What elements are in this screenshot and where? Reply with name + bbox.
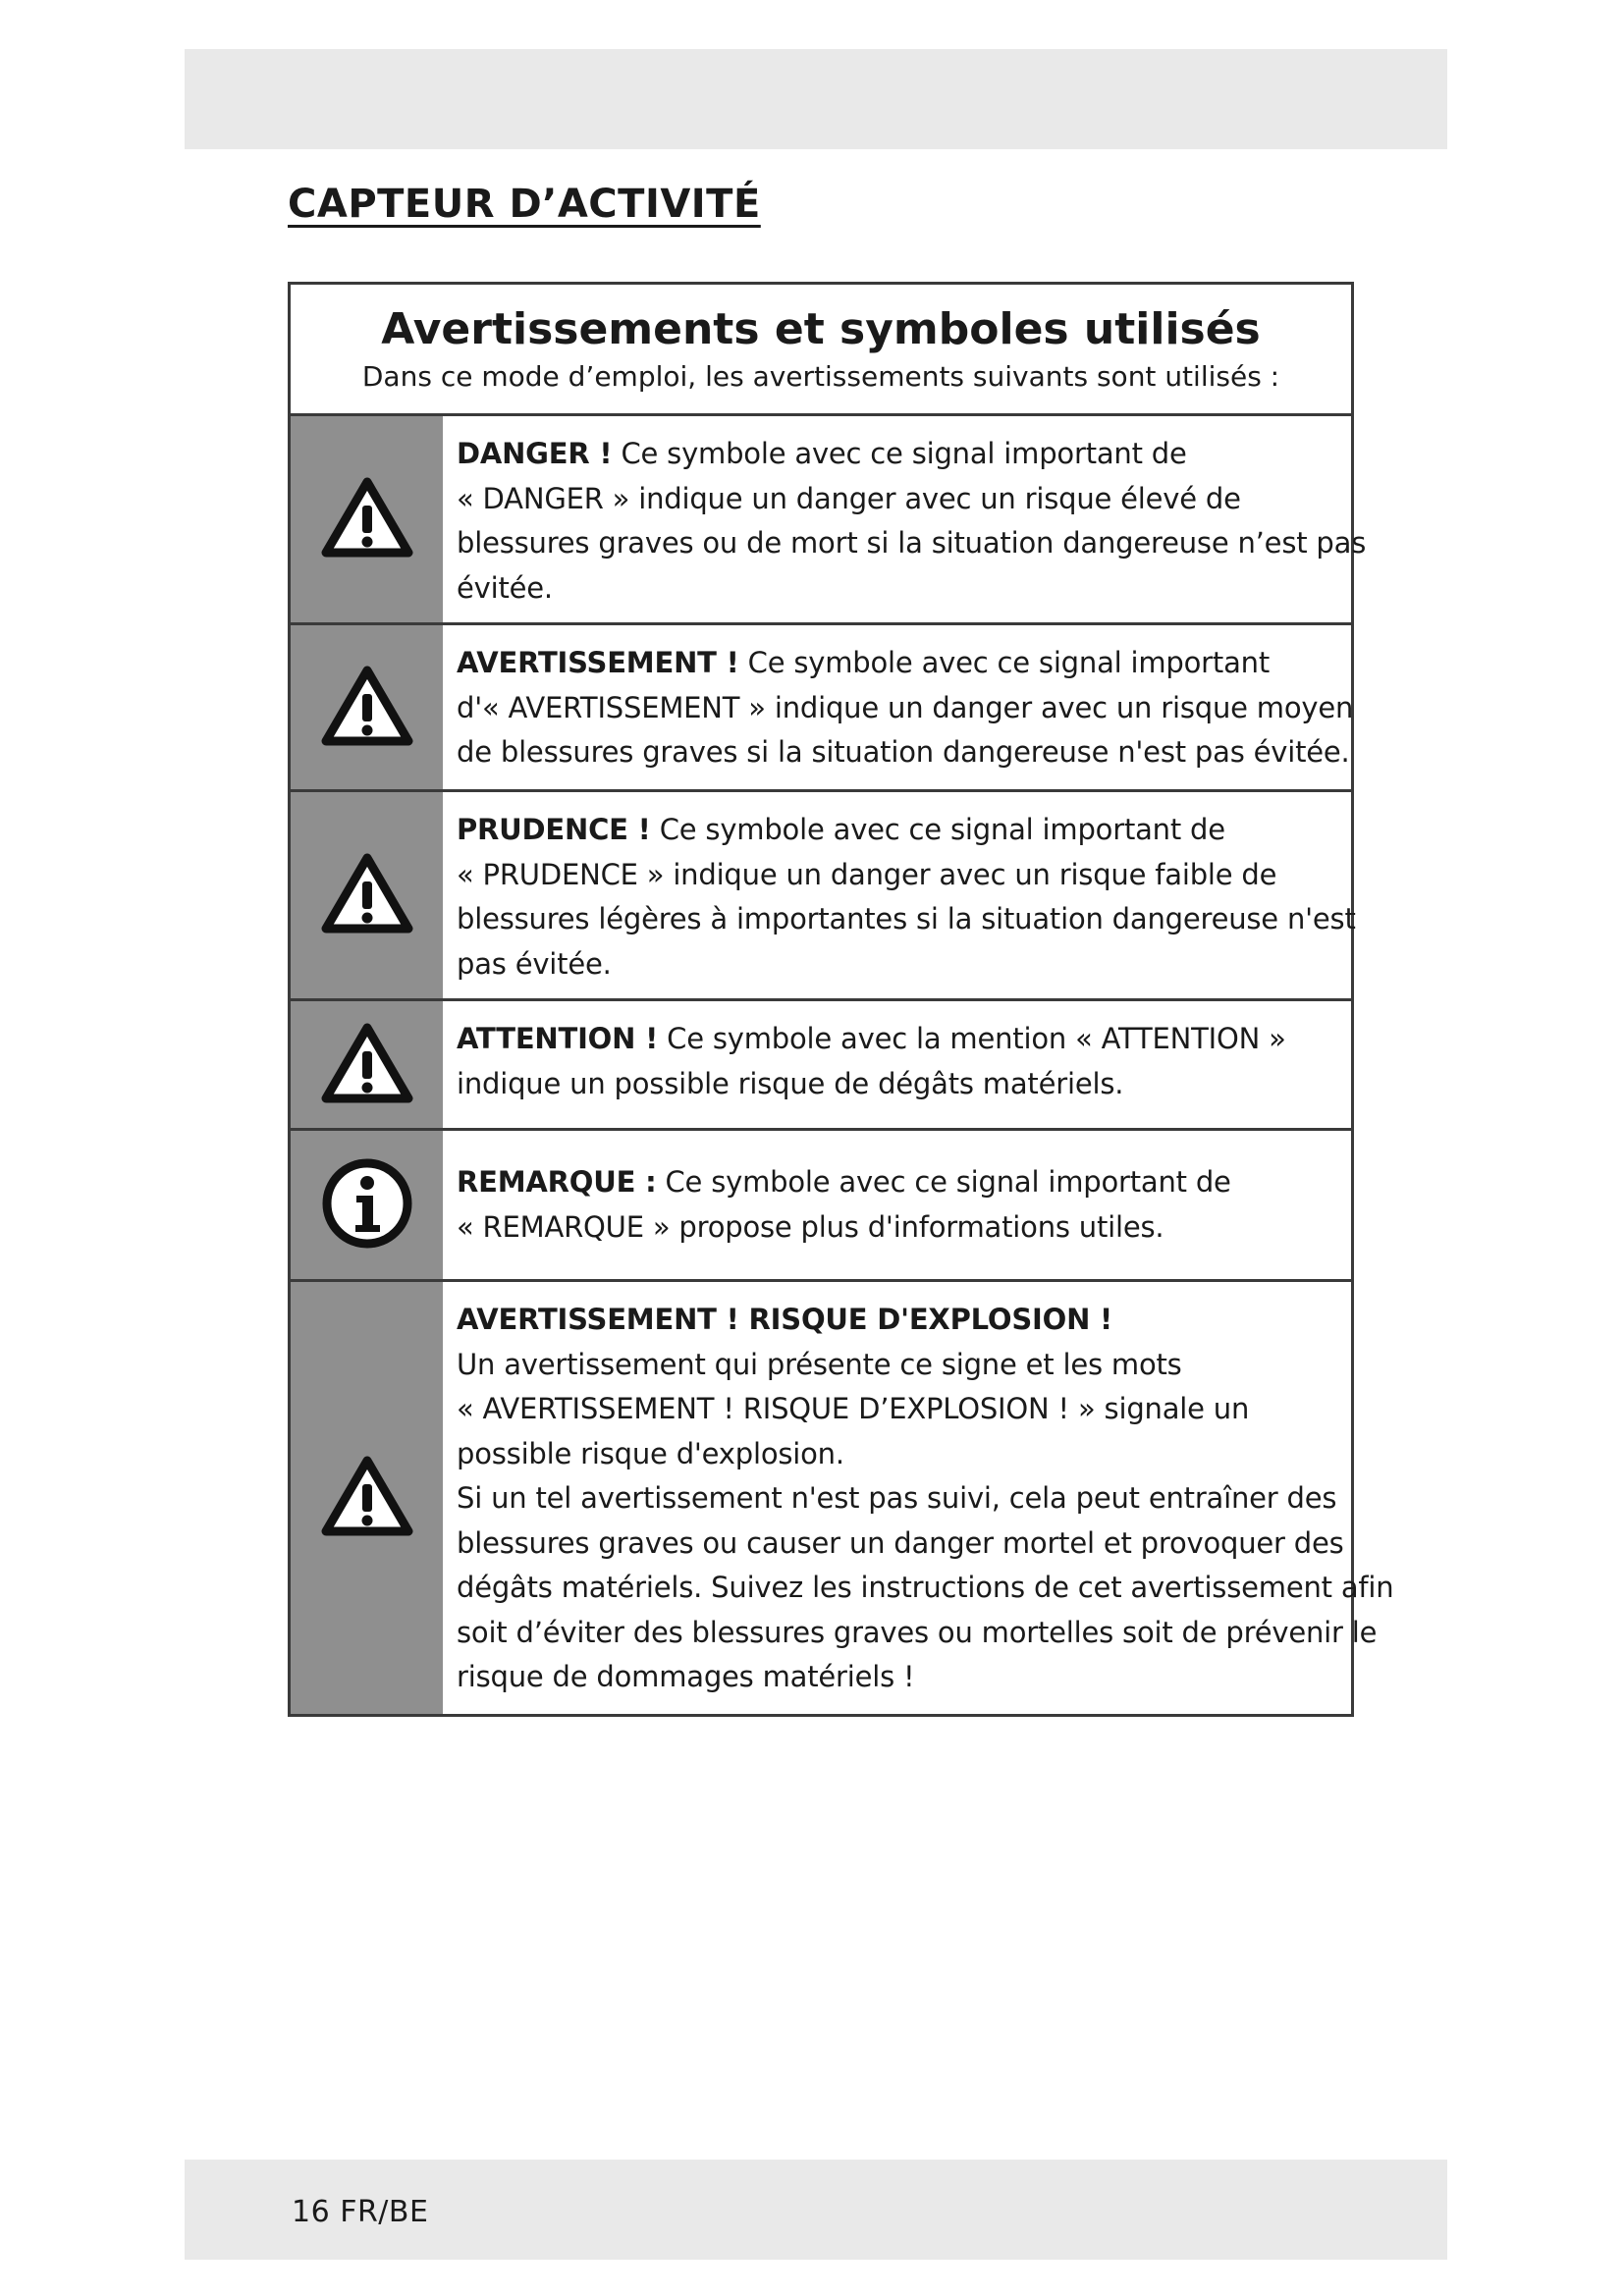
warning-line: Ce symbole avec la mention « ATTENTION » <box>658 1022 1286 1055</box>
warning-row-avertissement <box>291 625 1354 792</box>
warning-line: Ce symbole avec ce signal important de <box>656 1165 1231 1199</box>
warning-line: Ce symbole avec ce signal important de <box>650 813 1225 846</box>
warning-line: indique un possible risque de dégâts matériels. <box>457 1066 1124 1100</box>
header-bar <box>185 49 1447 149</box>
page-number: 16 FR/BE <box>292 2195 429 2229</box>
warning-line: Un avertissement qui présente ce signe et les mots <box>457 1347 1182 1381</box>
warning-label: REMARQUE : <box>457 1165 657 1199</box>
warning-row-danger <box>291 416 1367 625</box>
warning-triangle-icon <box>320 476 414 562</box>
warning-row-attention <box>291 1001 1351 1131</box>
warning-line: soit d’éviter des blessures graves ou mortelles soit de prévenir le <box>457 1615 1378 1649</box>
warning-label: ATTENTION ! <box>457 1022 659 1055</box>
warning-line: pas évitée. <box>457 946 612 981</box>
warning-line: Ce symbole avec ce signal important <box>738 646 1270 679</box>
warning-triangle-icon <box>320 852 414 938</box>
warnings-box <box>288 282 1394 1717</box>
warning-row-explosion <box>291 1282 1394 1714</box>
warning-row-remarque <box>291 1131 1351 1282</box>
warning-line: blessures graves ou causer un danger mortel et provoquer des <box>457 1525 1344 1560</box>
warnings-subheading: Dans ce mode d’emploi, les avertissements suivants sont utilisés : <box>361 360 1280 393</box>
warning-icon-cell <box>291 625 443 789</box>
warning-line: blessures légères à importantes si la situation dangereuse n'est <box>457 902 1356 935</box>
warning-label: AVERTISSEMENT ! <box>457 646 739 679</box>
warning-text <box>443 625 1363 789</box>
warning-label: AVERTISSEMENT ! RISQUE D'EXPLOSION ! <box>457 1303 1113 1336</box>
warning-text <box>443 1001 1351 1128</box>
warning-triangle-icon <box>320 665 414 751</box>
section-title: CAPTEUR D’ACTIVITÉ <box>288 182 761 227</box>
warning-text <box>443 792 1366 998</box>
warning-line: « DANGER » indique un danger avec un risque élevé de <box>457 481 1241 515</box>
warning-line: dégâts matériels. Suivez les instructions de cet avertissement afin <box>457 1571 1394 1604</box>
warning-row-prudence <box>291 792 1356 1001</box>
warnings-heading: Avertissements et symboles utilisés <box>381 304 1261 354</box>
warning-line: « PRUDENCE » indique un danger avec un risque faible de <box>457 857 1277 891</box>
warning-line: d'« AVERTISSEMENT » indique un danger avec un risque moyen <box>457 690 1354 724</box>
warning-icon-cell <box>291 1282 443 1714</box>
warning-icon-cell <box>291 1001 443 1128</box>
warning-icon-cell <box>291 416 443 622</box>
warning-line: Si un tel avertissement n'est pas suivi, cela peut entraîner des <box>457 1481 1337 1515</box>
warning-triangle-icon <box>320 1022 414 1108</box>
warning-line: risque de dommages matériels ! <box>457 1660 915 1693</box>
warning-triangle-icon <box>320 1455 414 1541</box>
warning-line: blessures graves ou de mort si la situation dangereuse n’est pas <box>457 526 1367 560</box>
warning-text <box>443 1282 1403 1714</box>
warning-line: de blessures graves si la situation dangereuse n'est pas évitée. <box>457 735 1350 769</box>
warning-line: possible risque d'explosion. <box>457 1436 844 1470</box>
warning-icon-cell <box>291 792 443 998</box>
warning-text <box>443 1131 1351 1279</box>
warning-line: « REMARQUE » propose plus d'informations utiles. <box>457 1209 1164 1244</box>
warning-label: DANGER ! <box>457 437 613 470</box>
info-icon-cell <box>291 1131 443 1279</box>
warning-text <box>443 416 1376 622</box>
warning-line: Ce symbole avec ce signal important de <box>612 437 1187 470</box>
info-circle-icon <box>320 1156 414 1255</box>
warning-line: « AVERTISSEMENT ! RISQUE D’EXPLOSION ! » signale un <box>457 1392 1250 1425</box>
warning-label: PRUDENCE ! <box>457 813 651 846</box>
warnings-box-header <box>291 285 1351 416</box>
warning-line: évitée. <box>457 570 553 605</box>
